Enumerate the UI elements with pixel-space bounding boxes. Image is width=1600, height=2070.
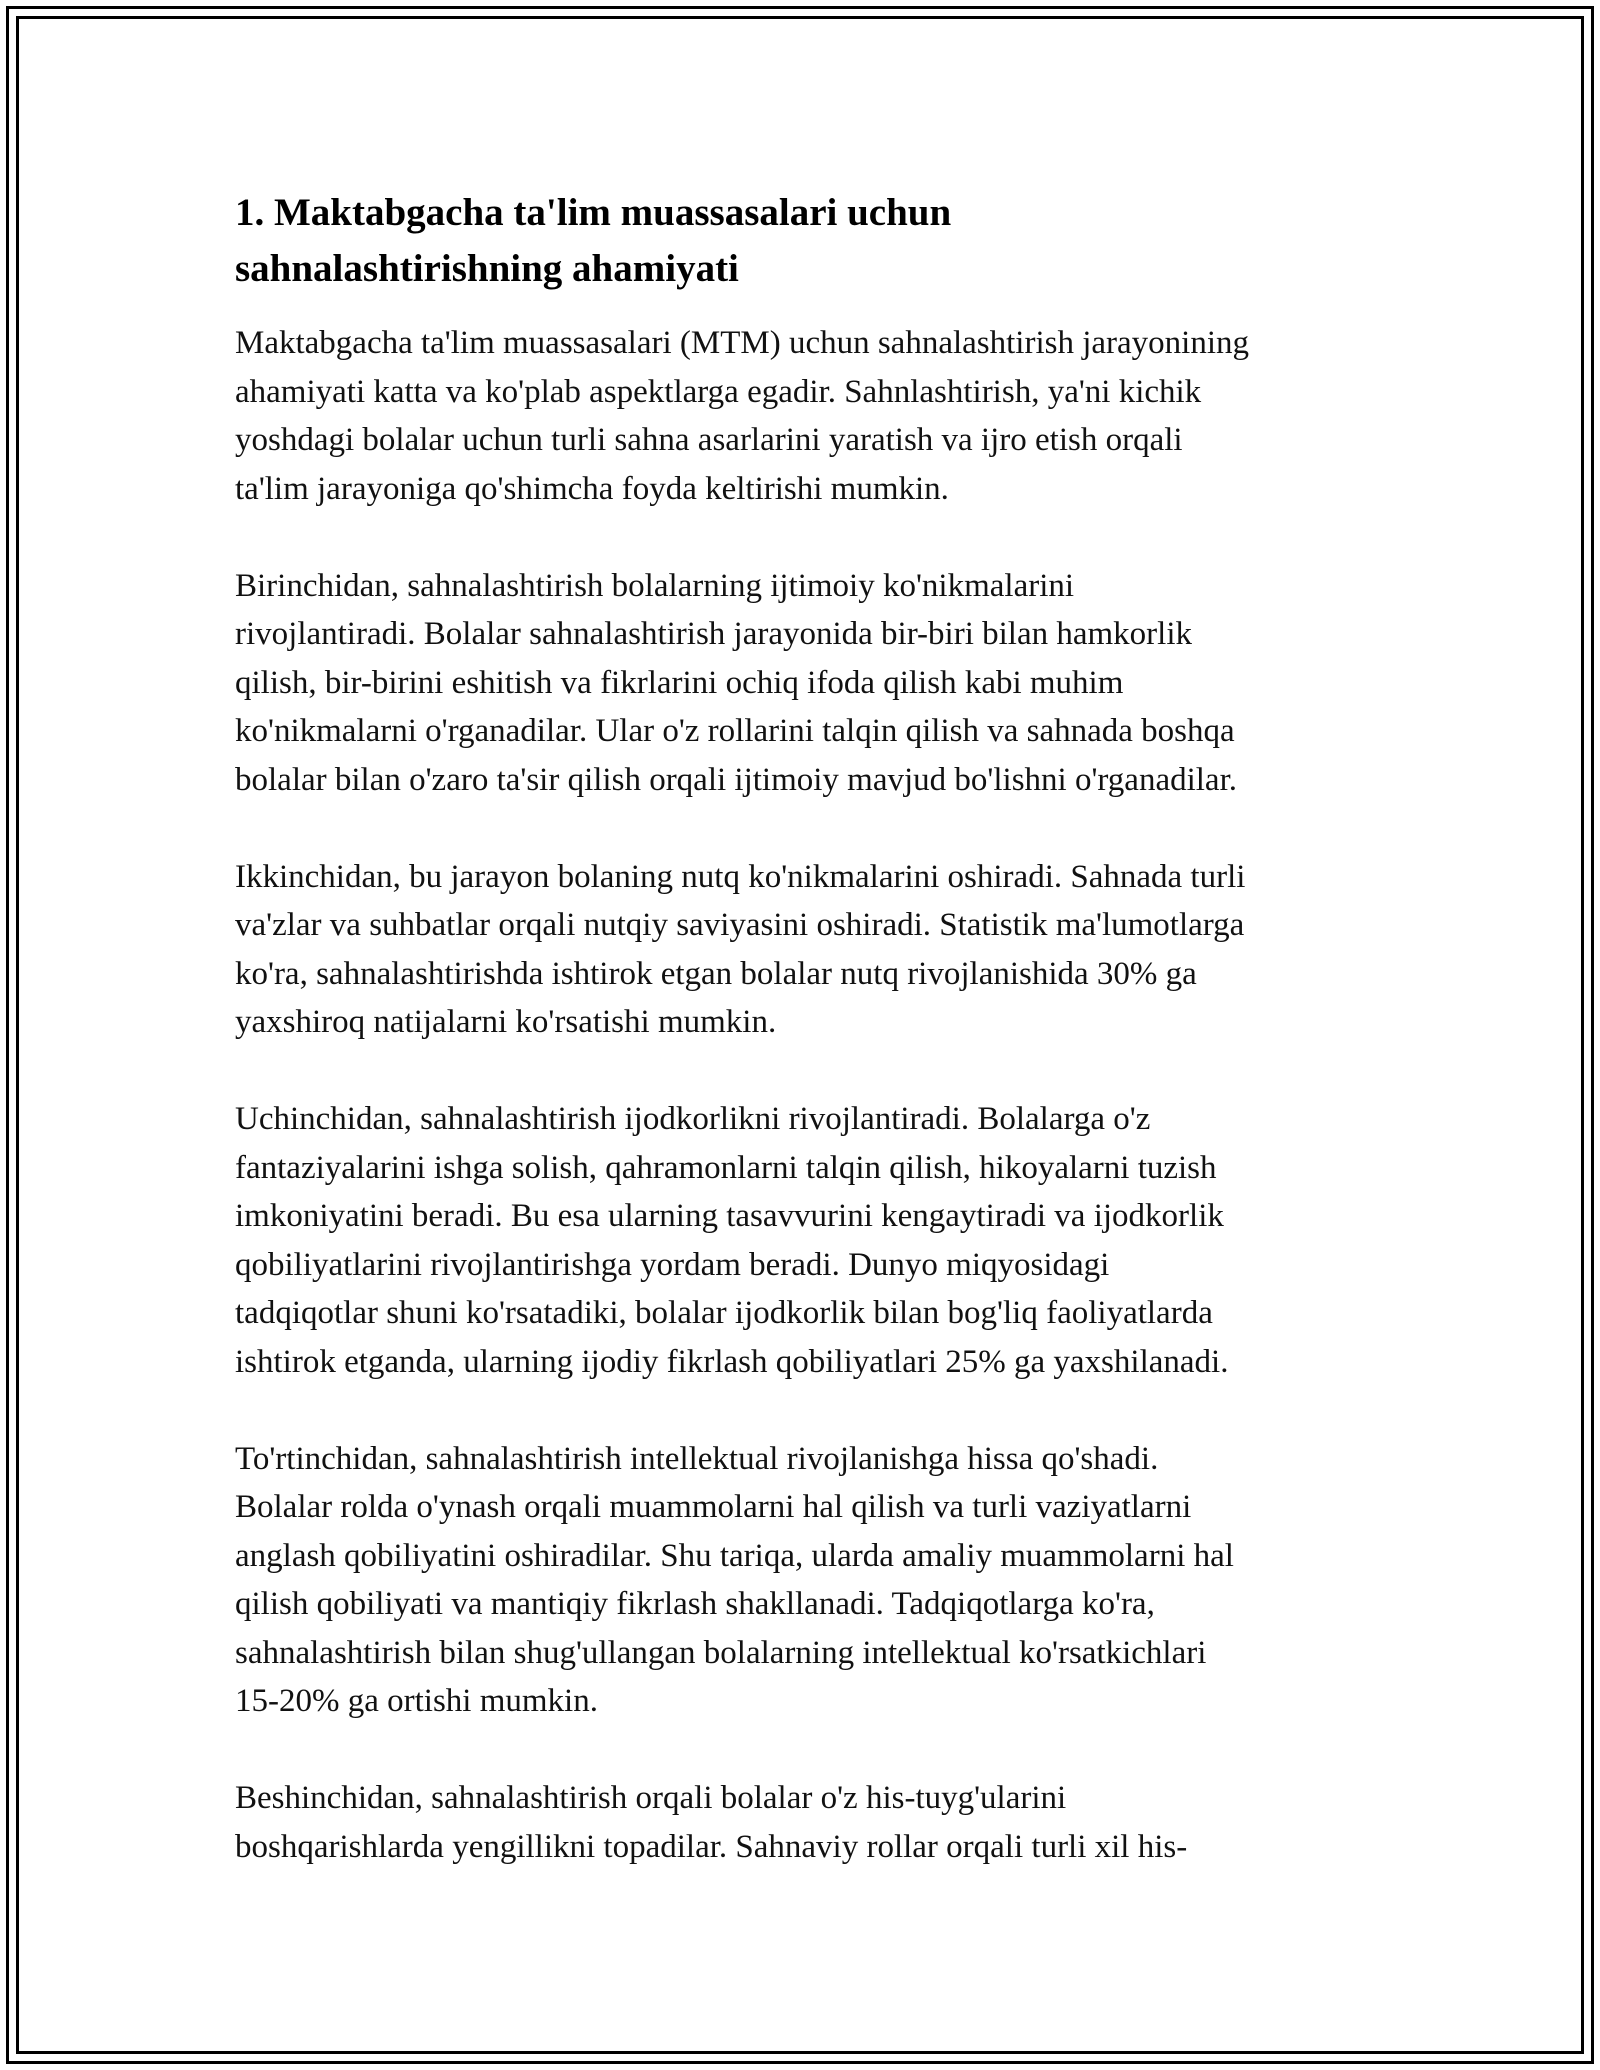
paragraph-first: Birinchidan, sahnalashtirish bolalarning ijtimoiy ko'nikmalarini rivojlantiradi. Bolalar sahnalashtirish jarayonida bir-biri bilan hamkorlik qilish, bir-birini eshitish va fikrlarini ochiq ifoda qilish kabi muhim ko'nikmalarni o'rganadilar. Ular o'z rollarini talqin qilish va sahnada boshqa bolalar bilan o'zaro ta'sir qilish orqali ijtimoiy mavjud bo'lishni o'rganadilar.	[235, 567, 1237, 798]
paragraph-fourth: To'rtinchidan, sahnalashtirish intellektual rivojlanishga hissa qo'shadi. Bolalar rolda o'ynash orqali muammolarni hal qilish va turli vaziyatlarni anglash qobiliyatini oshiradilar. Shu tariqa, ularda amaliy muammolarni hal qilish qobiliyati va mantiqiy fikrlash shakllanadi. Tadqiqotlarga ko'ra, sahnalashtirish bilan shug'ullangan bolalarning intellektual ko'rsatkichlari 15-20% ga ortishi mumkin.	[235, 1440, 1234, 1719]
paragraph-fifth: Beshinchidan, sahnalashtirish orqali bolalar o'z his-tuyg'ularini boshqarishlarda yengillikni topadilar. Sahnaviy rollar orqali turli xil his-	[235, 1780, 1188, 1865]
document-page	[235, 185, 1395, 1920]
paragraph-intro: Maktabgacha ta'lim muassasalari (MTM) uchun sahnalashtirish jarayonining ahamiyati katta va ko'plab aspektlarga egadir. Sahnlashtirish, ya'ni kichik yoshdagi bolalar uchun turli sahna asarlarini yaratish va ijro etish orqali ta'lim jarayoniga qo'shimcha foyda keltirishi mumkin.	[235, 325, 1250, 507]
section-heading: 1. Maktabgacha ta'lim muassasalari uchun sahnalashtirishning ahamiyati	[235, 191, 952, 290]
paragraph-third: Uchinchidan, sahnalashtirish ijodkorlikni rivojlantiradi. Bolalarga o'z fantaziyalarini ishga solish, qahramonlarni talqin qilish, hikoyalarni tuzish imkoniyatini beradi. Bu esa ularning tasavvurini kengaytiradi va ijodkorlik qobiliyatlarini rivojlantirishga yordam beradi. Dunyo miqyosidagi tadqiqotlar shuni ko'rsatadiki, bolalar ijodkorlik bilan bog'liq faoliyatlarda ishtirok etganda, ularning ijodiy fikrlash qobiliyatlari 25% ga yaxshilanadi.	[235, 1101, 1229, 1380]
paragraph-second: Ikkinchidan, bu jarayon bolaning nutq ko'nikmalarini oshiradi. Sahnada turli va'zlar va suhbatlar orqali nutqiy saviyasini oshiradi. Statistik ma'lumotlarga ko'ra, sahnalashtirishda ishtirok etgan bolalar nutq rivojlanishida 30% ga yaxshiroq natijalarni ko'rsatishi mumkin.	[235, 858, 1246, 1040]
